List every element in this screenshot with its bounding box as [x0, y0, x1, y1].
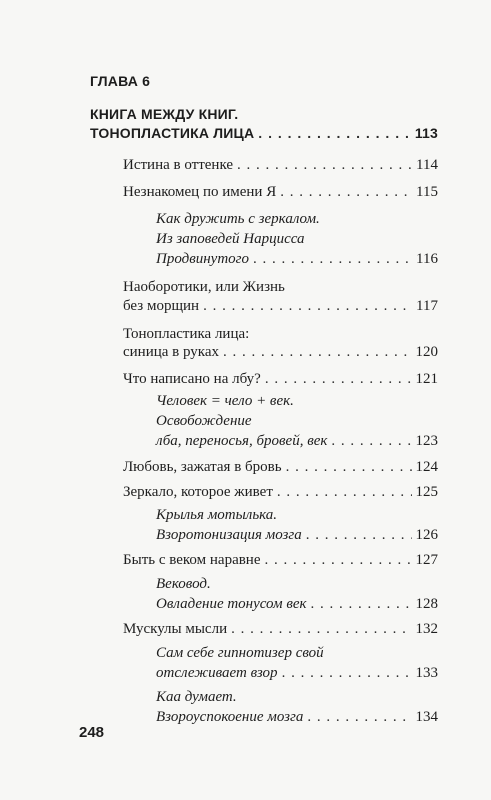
chapter-page-number: 113 [414, 125, 438, 141]
leader-dots [307, 709, 411, 726]
toc-subentry-7 [156, 433, 438, 450]
toc-page-number: 121 [415, 371, 438, 387]
toc-page-number: 120 [415, 344, 438, 360]
toc-page-number: 132 [415, 621, 438, 637]
chapter-label: ГЛАВА 6 [90, 73, 151, 89]
toc-entry-line: Наоборотики, или Жизнь [123, 279, 285, 295]
toc-page-number: 117 [416, 298, 438, 314]
chapter-title-line-2-text: ТОНОПЛАСТИКА ЛИЦА [90, 125, 255, 141]
toc-entry-title: Взороуспокоение мозга [156, 709, 304, 725]
toc-entry-8 [123, 459, 438, 476]
toc-page-number: 126 [415, 527, 438, 543]
toc-subentry-line: Освобождение [156, 413, 252, 429]
leader-dots [253, 251, 412, 268]
toc-entry-1 [123, 157, 438, 174]
toc-entry-11 [123, 552, 438, 569]
toc-entry-title: Продвинутого [156, 251, 250, 267]
toc-subentry-12 [156, 596, 438, 613]
toc-entry-title: отслеживает взор [156, 665, 278, 681]
toc-page-number: 133 [415, 665, 438, 681]
toc-entry-title: Быть с веком наравне [123, 552, 261, 568]
toc-page-number: 124 [415, 459, 438, 475]
leader-dots [311, 596, 412, 613]
chapter-title-line-1: КНИГА МЕЖДУ КНИГ. [90, 106, 239, 122]
toc-entry-title: Незнакомец по имени Я [123, 184, 277, 200]
toc-page-number: 125 [415, 484, 438, 500]
toc-entry-5 [123, 344, 438, 361]
toc-subentry-line: Вековод. [156, 576, 211, 592]
toc-entry-6 [123, 371, 438, 388]
leader-dots [277, 484, 412, 501]
toc-entry-title: Мускулы мысли [123, 621, 228, 637]
leader-dots [306, 527, 412, 544]
leader-dots [286, 459, 412, 476]
leader-dots [265, 552, 412, 569]
toc-entry-13 [123, 621, 438, 638]
toc-subentry-line: Каа думает. [156, 689, 237, 705]
toc-entry-title: лба, переносья, бровей, век [156, 433, 328, 449]
footer-page-number: 248 [79, 724, 105, 741]
toc-page-number: 128 [415, 596, 438, 612]
chapter-title-line-2 [90, 125, 438, 141]
leader-dots [280, 184, 412, 201]
toc-page-number: 123 [415, 433, 438, 449]
toc-subentry-14 [156, 665, 438, 682]
toc-entry-9 [123, 484, 438, 501]
leader-dots [237, 157, 412, 174]
toc-entry-title: Овладение тонусом век [156, 596, 307, 612]
toc-entry-title: Истина в оттенке [123, 157, 234, 173]
toc-subentry-line: Сам себе гипнотизер свой [156, 645, 324, 661]
toc-entry-2 [123, 184, 438, 201]
toc-entry-title: Зеркало, которое живет [123, 484, 273, 500]
toc-page-number: 116 [416, 251, 438, 267]
toc-entry-line: Тонопластика лица: [123, 326, 250, 342]
toc-page-number: 127 [415, 552, 438, 568]
toc-subentry-3 [156, 251, 438, 268]
toc-subentry-line: Из заповедей Нарцисса [156, 231, 305, 247]
toc-entry-title: синица в руках [123, 344, 220, 360]
toc-entry-title: без морщин [123, 298, 200, 314]
leader-dots [282, 665, 412, 682]
toc-subentry-line: Крылья мотылька. [156, 507, 278, 523]
toc-entry-title: Любовь, зажатая в бровь [123, 459, 282, 475]
toc-page-number: 115 [416, 184, 438, 200]
toc-subentry-15 [156, 709, 438, 726]
leader-dots [203, 298, 412, 315]
toc-subentry-line: Как дружить с зеркалом. [156, 211, 320, 227]
leader-dots [231, 621, 411, 638]
leader-dots [258, 125, 411, 141]
toc-subentry-10 [156, 527, 438, 544]
toc-page-number: 134 [415, 709, 438, 725]
toc-page-number: 114 [416, 157, 438, 173]
toc-subentry-line: Человек = чело + век. [156, 393, 294, 409]
toc-entry-title: Взоротонизация мозга [156, 527, 302, 543]
leader-dots [331, 433, 411, 450]
toc-entry-4 [123, 298, 438, 315]
toc-entry-title: Что написано на лбу? [123, 371, 261, 387]
leader-dots [223, 344, 411, 361]
leader-dots [265, 371, 412, 388]
